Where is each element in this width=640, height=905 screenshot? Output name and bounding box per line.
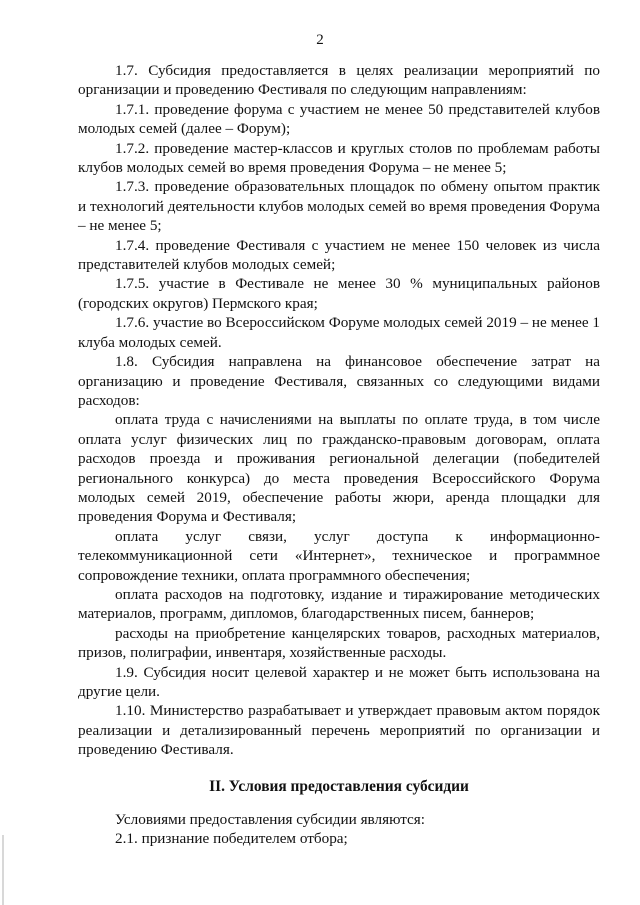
paragraph-1-9: 1.9. Субсидия носит целевой характер и не может быть использована на другие цели. bbox=[78, 663, 600, 700]
paragraph-conditions-intro: Условиями предоставления субсидии являются: bbox=[115, 811, 425, 829]
paragraph-2-1: 2.1. признание победителем отбора; bbox=[115, 830, 348, 848]
paragraph-1-8: 1.8. Субсидия направлена на финансовое обеспечение затрат на организацию и проведение Фестиваля, связанных со следующими видами расходов: bbox=[78, 353, 600, 409]
expense-item-materials: оплата расходов на подготовку, издание и тиражирование методических материалов, программ, дипломов, благодарственных писем, баннеров; bbox=[78, 585, 600, 623]
paragraph-1-7: 1.7. Субсидия предоставляется в целях реализации мероприятий по организации и проведению Фестиваля по следующим направлениям: bbox=[78, 62, 600, 99]
paragraph-1-7-6: 1.7.6. участие во Всероссийском Форуме молодых семей 2019 – не менее 1 клуба молодых семей. bbox=[78, 314, 600, 351]
paragraph-1-7-1: 1.7.1. проведение форума с участием не менее 50 представителей клубов молодых семей (далее – Форум); bbox=[78, 100, 600, 138]
document-body bbox=[78, 61, 600, 849]
paragraph-1-7-5: 1.7.5. участие в Фестивале не менее 30 % муниципальных районов (городских округов) Пермского края; bbox=[78, 275, 600, 312]
section-heading: II. Условия предоставления субсидии bbox=[209, 777, 469, 795]
paragraph-1-7-2: 1.7.2. проведение мастер-классов и круглых столов по проблемам работы клубов молодых семей во время проведения Форума – не менее 5; bbox=[78, 139, 600, 177]
page-number: 2 bbox=[316, 32, 324, 48]
paragraph-1-7-3: 1.7.3. проведение образовательных площадок по обмену опытом практик и технологий деятельности клубов молодых семей во время проведения Форума – не менее 5; bbox=[78, 178, 600, 235]
paragraph-1-7-4: 1.7.4. проведение Фестиваля с участием не менее 150 человек из числа представителей клубов молодых семей; bbox=[78, 236, 600, 274]
expense-item-labor: оплата труда с начислениями на выплаты по оплате труда, в том числе оплата услуг физических лиц по гражданско-правовым договорам, оплата расходов проезда и проживания региональной делегации (победителей регионального конкурса) до места проведения Всероссийского Форума молодых семей 2019, обеспечение работы жюри, аренда площадки для проведения Форума и Фестиваля; bbox=[78, 411, 600, 526]
paragraph-1-10: 1.10. Министерство разрабатывает и утверждает правовым актом порядок реализации и детализированный перечень мероприятий по организации и проведению Фестиваля. bbox=[78, 702, 600, 759]
expense-item-supplies: расходы на приобретение канцелярских товаров, расходных материалов, призов, полиграфии, инвентаря, хозяйственные расходы. bbox=[78, 624, 600, 662]
expense-item-communication: оплата услуг связи, услуг доступа к информационно-телекоммуникационной сети «Интернет», техническое и программное сопровождение техники, оплата программного обеспечения; bbox=[78, 527, 600, 584]
scan-edge-mark bbox=[2, 835, 4, 905]
